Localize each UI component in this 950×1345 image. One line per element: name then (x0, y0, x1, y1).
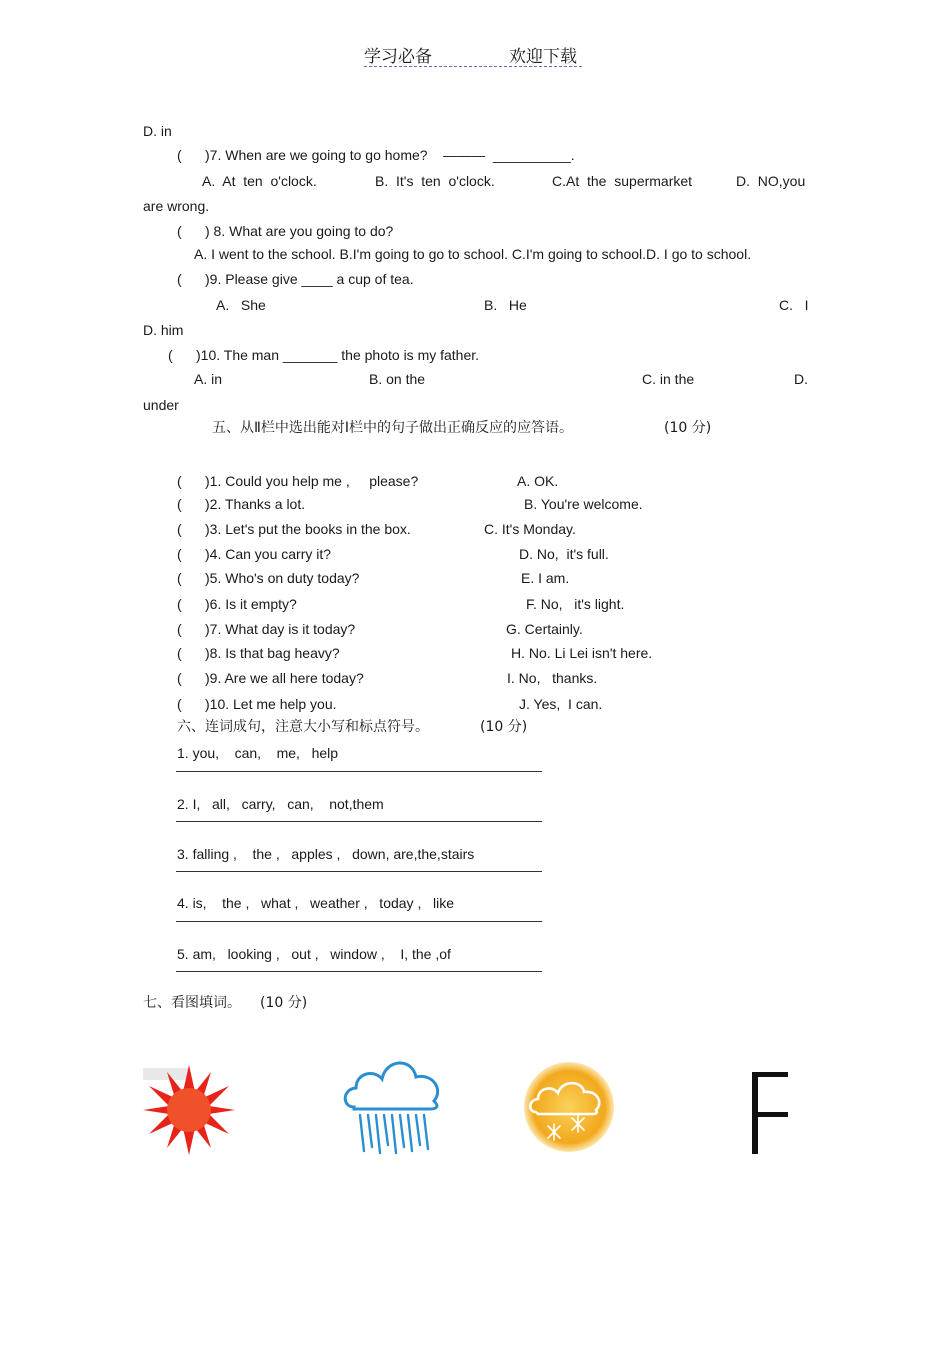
section7-title: 七、看图填词。 (143, 995, 241, 1011)
header-left: 学习必备 (364, 47, 432, 67)
s5-question-10: ( )10. Let me help you. (177, 696, 337, 712)
q8-options: A. I went to the school. B.I'm going to go to school. C.I'm going to school.D. I go to school. (194, 246, 752, 262)
s6-answer-line-2[interactable] (176, 821, 542, 822)
section5-title: 五、从Ⅱ栏中选出能对Ⅰ栏中的句子做出正确反应的应答语。 (212, 420, 574, 436)
s5-answer-a: A. OK. (517, 473, 559, 489)
page-header (364, 42, 582, 67)
section6-title: 六、连词成句，注意大小写和标点符号。 (177, 719, 429, 735)
q9-option-b: B. He (484, 297, 527, 313)
q10-option-b: B. on the (369, 371, 426, 387)
s5-question-8: ( )8. Is that bag heavy? (177, 645, 340, 661)
wind-icon (744, 1068, 792, 1156)
q6-option-d: D. in (143, 123, 172, 139)
q10-option-c: C. in the (642, 371, 695, 387)
q10-option-d-cont: under (143, 397, 179, 413)
s5-question-9: ( )9. Are we all here today? (177, 670, 364, 686)
s5-answer-d: D. No, it's full. (519, 546, 609, 562)
s5-question-1: ( )1. Could you help me , please? (177, 473, 419, 489)
s5-question-6: ( )6. Is it empty? (177, 596, 297, 612)
s5-answer-h: H. No. Li Lei isn't here. (511, 645, 653, 661)
s5-answer-f: F. No, it's light. (526, 596, 625, 612)
s5-question-7: ( )7. What day is it today? (177, 621, 356, 637)
s6-item-1: 1. you, can, me, help (177, 745, 339, 761)
s5-question-3: ( )3. Let's put the books in the box. (177, 521, 411, 537)
s5-answer-j: J. Yes, I can. (519, 696, 603, 712)
snow-cloud-icon (522, 1060, 616, 1154)
s6-item-3: 3. falling , the , apples , down, are,the,stairs (177, 846, 475, 862)
q10-option-d: D. (794, 371, 808, 387)
s6-item-2: 2. I, all, carry, can, not,them (177, 796, 384, 812)
q9-option-d: D. him (143, 322, 184, 338)
section6-score: (10 分) (480, 719, 528, 735)
q7-option-d: D. NO,you (736, 173, 806, 189)
s6-answer-line-1[interactable] (176, 771, 542, 772)
s5-answer-c: C. It's Monday. (484, 521, 576, 537)
s5-answer-e: E. I am. (521, 570, 570, 586)
s6-item-5: 5. am, looking , out , window , I, the ,of (177, 946, 451, 962)
sun-icon (141, 1062, 237, 1158)
section7-score: (10 分) (260, 995, 308, 1011)
header-right: 欢迎下载 (509, 47, 577, 67)
q9-option-a: A. She (216, 297, 266, 313)
s5-answer-i: I. No, thanks. (507, 670, 598, 686)
q10-option-a: A. in (194, 371, 223, 387)
q7-stem: ( )7. When are we going to go home? ——— __________. (177, 147, 575, 163)
q7-option-b: B. It's ten o'clock. (375, 173, 495, 189)
q7-option-c: C.At the supermarket (552, 173, 693, 189)
q9-option-c: C. I (779, 297, 809, 313)
rain-cloud-icon (340, 1055, 444, 1157)
q9-stem: ( )9. Please give ____ a cup of tea. (177, 271, 414, 287)
section5-score: (10 分) (664, 420, 712, 436)
s5-answer-g: G. Certainly. (506, 621, 583, 637)
q7-option-d-cont: are wrong. (143, 198, 210, 214)
s6-item-4: 4. is, the , what , weather , today , like (177, 895, 455, 911)
s5-question-5: ( )5. Who's on duty today? (177, 570, 360, 586)
s5-answer-b: B. You're welcome. (524, 496, 643, 512)
s6-answer-line-3[interactable] (176, 871, 542, 872)
q10-stem: ( )10. The man _______ the photo is my father. (168, 347, 480, 363)
s5-question-2: ( )2. Thanks a lot. (177, 496, 306, 512)
s6-answer-line-5[interactable] (176, 971, 542, 972)
q7-option-a: A. At ten o'clock. (202, 173, 317, 189)
s6-answer-line-4[interactable] (176, 921, 542, 922)
s5-question-4: ( )4. Can you carry it? (177, 546, 332, 562)
q8-stem: ( ) 8. What are you going to do? (177, 223, 394, 239)
